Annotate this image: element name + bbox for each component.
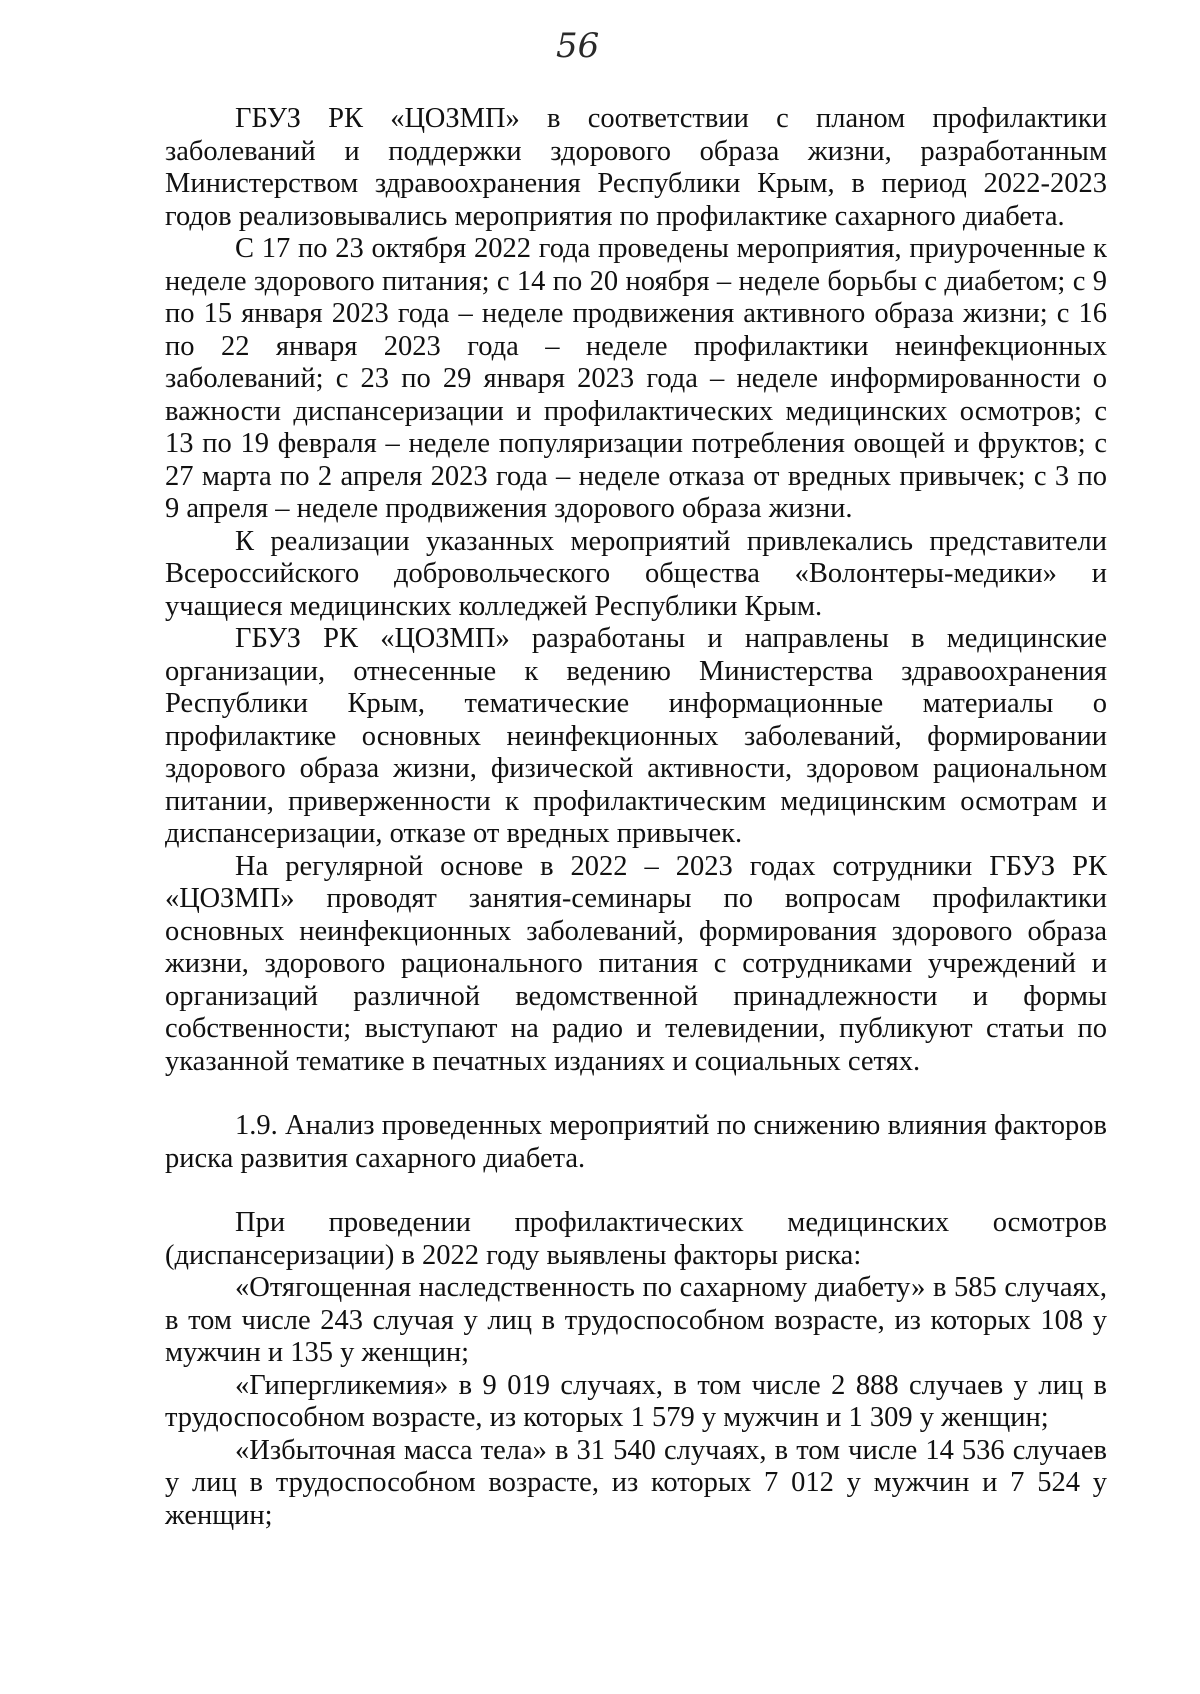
section-heading: 1.9. Анализ проведенных мероприятий по снижению влияния факторов риска развития сахарного диабета. <box>165 1110 1107 1174</box>
paragraph-risk-overweight: «Избыточная масса тела» в 31 540 случаях, в том числе 14 536 случаев у лиц в трудоспособном возрасте, из которых 7 012 у мужчин и 7 524 у женщин; <box>165 1434 1107 1531</box>
paragraph-materials: ГБУЗ РК «ЦОЗМП» разработаны и направлены в медицинские организации, отнесенные к ведению Министерства здравоохранения Республики Крым, тематические информационные материалы о профилактике основных неинфекционных заболеваний, формировании здорового образа жизни, физической активности, здоровом рациональном питании, приверженности к профилактическим медицинским осмотрам и диспансеризации, отказе от вредных привычек. <box>165 623 1107 849</box>
page-number: 56 <box>556 26 600 66</box>
document-body <box>165 103 1107 1532</box>
paragraph-seminars: На регулярной основе в 2022 – 2023 годах сотрудники ГБУЗ РК «ЦОЗМП» проводят занятия-семинары по вопросам профилактики основных неинфекционных заболеваний, формирования здорового образа жизни, здорового рационального питания с сотрудниками учреждений и организаций различной ведомственной принадлежности и формы собственности; выступают на радио и телевидении, публикуют статьи по указанной тематике в печатных изданиях и социальных сетях. <box>165 850 1107 1077</box>
paragraph-risk-hyperglycemia: «Гипергликемия» в 9 019 случаях, в том числе 2 888 случаев у лиц в трудоспособном возрасте, из которых 1 579 у мужчин и 1 309 у женщин; <box>165 1369 1107 1433</box>
paragraph-risk-heredity: «Отягощенная наследственность по сахарному диабету» в 585 случаях, в том числе 243 случая у лиц в трудоспособном возрасте, из которых 108 у мужчин и 135 у женщин; <box>165 1272 1107 1368</box>
paragraph-plan: ГБУЗ РК «ЦОЗМП» в соответствии с планом профилактики заболеваний и поддержки здорового образа жизни, разработанным Министерством здравоохранения Республики Крым, в период 2022-2023 годов реализовывались мероприятия по профилактике сахарного диабета. <box>165 103 1107 232</box>
paragraph-events: С 17 по 23 октября 2022 года проведены мероприятия, приуроченные к неделе здорового питания; с 14 по 20 ноября – неделе борьбы с диабетом; с 9 по 15 января 2023 года – неделе продвижения активного образа жизни; с 16 по 22 января 2023 года – неделе профилактики неинфекционных заболеваний; с 23 по 29 января 2023 года – неделе информированности о важности диспансеризации и профилактических медицинских осмотров; с 13 по 19 февраля – неделе популяризации потребления овощей и фруктов; с 27 марта по 2 апреля 2023 года – неделе отказа от вредных привычек; с 3 по 9 апреля – неделе продвижения здорового образа жизни. <box>165 233 1107 524</box>
paragraph-volunteers: К реализации указанных мероприятий привлекались представители Всероссийского добровольческого общества «Волонтеры-медики» и учащиеся медицинских колледжей Республики Крым. <box>165 525 1107 622</box>
paragraph-risk-intro: При проведении профилактических медицинских осмотров (диспансеризации) в 2022 году выявлены факторы риска: <box>165 1207 1107 1271</box>
